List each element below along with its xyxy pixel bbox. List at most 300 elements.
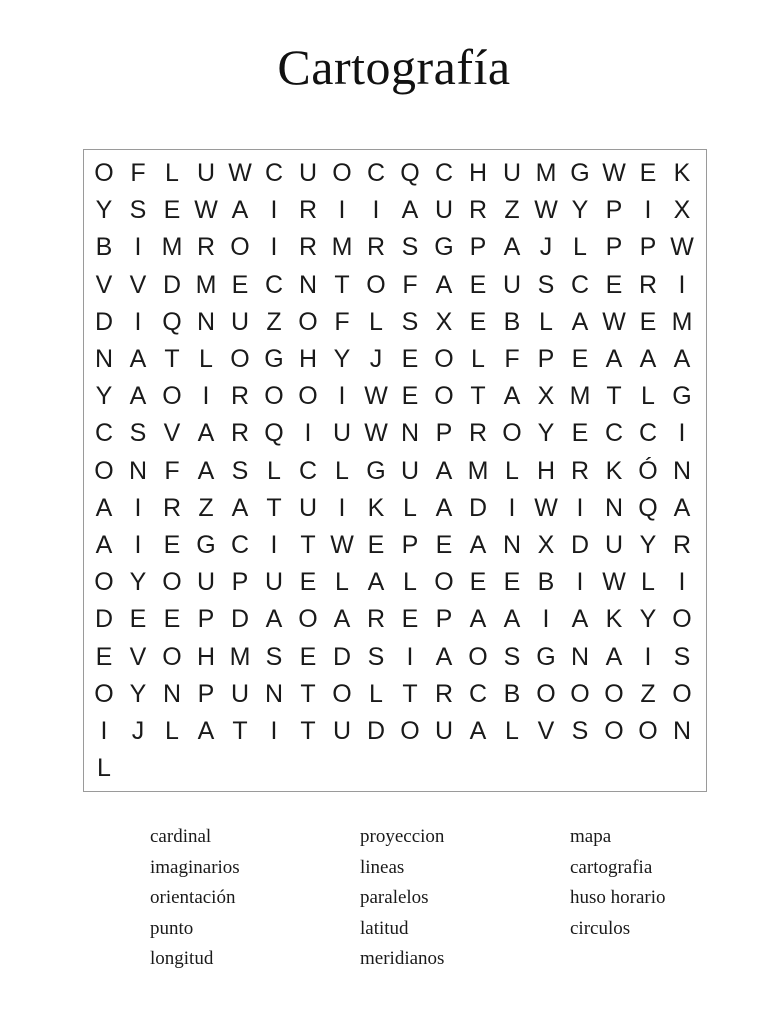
grid-letter: W <box>534 196 558 225</box>
grid-letter: A <box>129 345 147 374</box>
grid-letter: W <box>194 196 218 225</box>
grid-letter: S <box>537 270 555 299</box>
grid-letter: A <box>571 307 589 336</box>
grid-letter: L <box>369 307 383 336</box>
word-column-3 <box>570 822 666 944</box>
grid-letter: Y <box>571 196 589 225</box>
word-list-item: cardinal <box>150 826 212 847</box>
word-list-item: punto <box>150 917 194 939</box>
grid-letter: C <box>434 159 454 188</box>
grid-letter: G <box>536 642 556 671</box>
grid-letter: O <box>94 159 114 188</box>
grid-letter: O <box>230 233 250 262</box>
grid-letter: U <box>434 716 454 745</box>
grid-letter: S <box>401 233 419 262</box>
grid-letter: X <box>673 196 691 225</box>
grid-letter: R <box>298 196 318 225</box>
grid-letter: A <box>197 419 215 448</box>
grid-letter: E <box>401 605 419 634</box>
grid-letter: E <box>605 270 623 299</box>
grid-letter: U <box>196 159 216 188</box>
grid-letter: E <box>163 196 181 225</box>
grid-letter: T <box>300 679 316 708</box>
grid-letter: L <box>335 568 349 597</box>
word-list-item: meridianos <box>360 948 445 969</box>
grid-letter: L <box>641 568 655 597</box>
grid-letter: K <box>605 456 623 485</box>
grid-letter: R <box>162 493 182 522</box>
grid-letter: K <box>673 159 691 188</box>
grid-letter: N <box>604 493 624 522</box>
grid-letter: C <box>94 419 114 448</box>
grid-letter: A <box>571 605 589 634</box>
grid-letter: I <box>270 530 278 559</box>
grid-letter: D <box>468 493 488 522</box>
grid-letter: I <box>508 493 516 522</box>
grid-letter: S <box>401 307 419 336</box>
word-list-item: lineas <box>360 856 405 878</box>
grid-letter: C <box>264 270 284 299</box>
grid-letter: N <box>298 270 318 299</box>
grid-letter: A <box>231 493 249 522</box>
grid-letter: E <box>129 605 147 634</box>
grid-letter: Y <box>333 345 351 374</box>
grid-letter: I <box>678 419 686 448</box>
grid-letter: N <box>570 642 590 671</box>
grid-letter: D <box>162 270 182 299</box>
grid-letter: A <box>469 605 487 634</box>
grid-letter: O <box>434 568 454 597</box>
grid-letter: A <box>231 196 249 225</box>
grid-letter: F <box>164 456 180 485</box>
grid-letter: X <box>435 307 453 336</box>
grid-letter: W <box>602 568 626 597</box>
word-list-item: mapa <box>570 826 612 847</box>
grid-letter: A <box>503 605 521 634</box>
grid-letter: C <box>298 456 318 485</box>
grid-letter: Z <box>266 307 282 336</box>
grid-letter: O <box>400 716 420 745</box>
grid-letter: T <box>164 345 180 374</box>
grid-letter: E <box>367 530 385 559</box>
grid-letter: N <box>264 679 284 708</box>
grid-letter: L <box>505 456 519 485</box>
letter-grid <box>87 155 699 787</box>
grid-letter: I <box>542 605 550 634</box>
grid-letter: F <box>402 270 418 299</box>
grid-letter: M <box>161 233 183 262</box>
grid-letter: A <box>333 605 351 634</box>
grid-letter: R <box>434 679 454 708</box>
grid-letter: E <box>639 159 657 188</box>
grid-letter: I <box>134 233 142 262</box>
grid-letter: Q <box>162 307 182 336</box>
grid-letter: P <box>605 233 623 262</box>
grid-letter: E <box>95 642 113 671</box>
grid-letter: L <box>335 456 349 485</box>
grid-letter: O <box>162 568 182 597</box>
grid-letter: I <box>134 493 142 522</box>
grid-letter: I <box>678 270 686 299</box>
grid-letter: U <box>264 568 284 597</box>
grid-letter: I <box>576 493 584 522</box>
grid-letter: P <box>605 196 623 225</box>
grid-letter: N <box>672 456 692 485</box>
grid-letter: I <box>134 530 142 559</box>
grid-letter: O <box>366 270 386 299</box>
grid-letter: Q <box>264 419 284 448</box>
grid-letter: D <box>94 605 114 634</box>
grid-letter: I <box>202 382 210 411</box>
grid-letter: C <box>468 679 488 708</box>
grid-letter: Z <box>640 679 656 708</box>
grid-letter: T <box>266 493 282 522</box>
grid-letter: O <box>298 307 318 336</box>
grid-letter: O <box>94 679 114 708</box>
grid-letter: I <box>270 716 278 745</box>
grid-letter: E <box>401 345 419 374</box>
grid-letter: T <box>232 716 248 745</box>
grid-letter: L <box>539 307 553 336</box>
word-list-item: circulos <box>570 917 631 939</box>
grid-letter: R <box>638 270 658 299</box>
grid-letter: C <box>604 419 624 448</box>
grid-letter: W <box>228 159 252 188</box>
grid-letter: M <box>535 159 557 188</box>
grid-letter: Y <box>95 196 113 225</box>
grid-letter: L <box>403 493 417 522</box>
grid-letter: V <box>129 270 147 299</box>
grid-letter: U <box>230 307 250 336</box>
grid-letter: L <box>573 233 587 262</box>
grid-letter: I <box>338 382 346 411</box>
grid-letter: D <box>94 307 114 336</box>
grid-letter: O <box>638 716 658 745</box>
grid-letter: L <box>199 345 213 374</box>
grid-letter: H <box>196 642 216 671</box>
grid-letter: R <box>366 233 386 262</box>
grid-letter: N <box>196 307 216 336</box>
grid-letter: I <box>304 419 312 448</box>
word-column-2 <box>360 822 444 975</box>
grid-letter: A <box>95 530 113 559</box>
grid-letter: O <box>230 345 250 374</box>
grid-letter: O <box>298 382 318 411</box>
grid-letter: S <box>571 716 589 745</box>
grid-letter: B <box>503 307 521 336</box>
grid-letter: W <box>330 530 354 559</box>
grid-letter: I <box>134 307 142 336</box>
grid-letter: I <box>406 642 414 671</box>
grid-letter: I <box>338 493 346 522</box>
grid-letter: R <box>468 419 488 448</box>
grid-letter: S <box>129 419 147 448</box>
grid-letter: E <box>571 419 589 448</box>
grid-letter: R <box>366 605 386 634</box>
grid-letter: S <box>503 642 521 671</box>
grid-letter: O <box>672 679 692 708</box>
word-list-item: paralelos <box>360 887 429 908</box>
grid-letter: I <box>100 716 108 745</box>
grid-letter: B <box>537 568 555 597</box>
grid-letter: A <box>401 196 419 225</box>
grid-letter: T <box>402 679 418 708</box>
grid-letter: Z <box>504 196 520 225</box>
grid-letter: M <box>229 642 251 671</box>
grid-letter: U <box>298 159 318 188</box>
word-list-item: cartografia <box>570 856 653 878</box>
grid-letter: S <box>231 456 249 485</box>
grid-letter: O <box>162 382 182 411</box>
grid-letter: V <box>95 270 113 299</box>
grid-letter: L <box>369 679 383 708</box>
grid-letter: A <box>129 382 147 411</box>
grid-letter: H <box>468 159 488 188</box>
grid-letter: R <box>230 419 250 448</box>
grid-letter: E <box>435 530 453 559</box>
grid-letter: I <box>576 568 584 597</box>
grid-letter: A <box>605 345 623 374</box>
grid-letter: A <box>197 456 215 485</box>
grid-letter: D <box>570 530 590 559</box>
grid-letter: I <box>644 196 652 225</box>
grid-letter: N <box>94 345 114 374</box>
grid-letter: A <box>435 642 453 671</box>
grid-letter: Q <box>638 493 658 522</box>
grid-letter: N <box>162 679 182 708</box>
grid-letter: W <box>602 307 626 336</box>
grid-letter: R <box>196 233 216 262</box>
grid-letter: G <box>264 345 284 374</box>
grid-letter: E <box>231 270 249 299</box>
grid-letter: O <box>162 642 182 671</box>
grid-letter: J <box>131 716 145 745</box>
grid-letter: R <box>570 456 590 485</box>
grid-letter: M <box>569 382 591 411</box>
grid-letter: W <box>670 233 694 262</box>
word-list-item: orientación <box>150 887 236 908</box>
grid-letter: A <box>435 270 453 299</box>
grid-letter: A <box>639 345 657 374</box>
grid-letter: N <box>502 530 522 559</box>
grid-letter: A <box>469 716 487 745</box>
grid-letter: C <box>366 159 386 188</box>
grid-letter: P <box>639 233 657 262</box>
grid-letter: I <box>372 196 380 225</box>
grid-letter: C <box>264 159 284 188</box>
grid-letter: K <box>367 493 385 522</box>
grid-letter: V <box>129 642 147 671</box>
grid-letter: S <box>367 642 385 671</box>
grid-letter: Q <box>400 159 420 188</box>
grid-letter: P <box>231 568 249 597</box>
word-list-item: imaginarios <box>150 856 240 878</box>
grid-letter: U <box>332 419 352 448</box>
grid-letter: W <box>364 382 388 411</box>
grid-letter: S <box>129 196 147 225</box>
grid-letter: M <box>671 307 693 336</box>
grid-letter: G <box>570 159 590 188</box>
grid-letter: E <box>469 307 487 336</box>
grid-letter: E <box>299 568 317 597</box>
grid-letter: W <box>602 159 626 188</box>
grid-letter: O <box>536 679 556 708</box>
grid-letter: E <box>163 605 181 634</box>
grid-letter: O <box>332 679 352 708</box>
grid-letter: M <box>195 270 217 299</box>
grid-letter: P <box>197 605 215 634</box>
grid-letter: P <box>401 530 419 559</box>
grid-letter: U <box>230 679 250 708</box>
grid-letter: I <box>678 568 686 597</box>
grid-letter: P <box>435 419 453 448</box>
grid-letter: A <box>503 382 521 411</box>
grid-letter: S <box>265 642 283 671</box>
grid-letter: U <box>502 270 522 299</box>
grid-letter: W <box>364 419 388 448</box>
grid-letter: P <box>435 605 453 634</box>
grid-letter: L <box>165 716 179 745</box>
grid-letter: A <box>197 716 215 745</box>
page-title: Cartografía <box>277 39 511 95</box>
grid-letter: D <box>230 605 250 634</box>
grid-letter: I <box>270 196 278 225</box>
grid-letter: O <box>332 159 352 188</box>
grid-letter: O <box>570 679 590 708</box>
grid-letter: E <box>503 568 521 597</box>
grid-letter: L <box>165 159 179 188</box>
grid-letter: A <box>435 493 453 522</box>
grid-letter: N <box>672 716 692 745</box>
grid-letter: R <box>298 233 318 262</box>
grid-letter: O <box>434 382 454 411</box>
grid-letter: G <box>672 382 692 411</box>
grid-letter: Y <box>639 530 657 559</box>
grid-letter: V <box>163 419 181 448</box>
grid-letter: U <box>298 493 318 522</box>
grid-letter: L <box>403 568 417 597</box>
grid-letter: O <box>672 605 692 634</box>
grid-letter: M <box>467 456 489 485</box>
grid-letter: S <box>673 642 691 671</box>
grid-letter: Y <box>95 382 113 411</box>
grid-letter: A <box>265 605 283 634</box>
word-column-1 <box>150 822 240 975</box>
grid-letter: U <box>332 716 352 745</box>
grid-letter: A <box>673 345 691 374</box>
grid-letter: D <box>366 716 386 745</box>
grid-letter: Ó <box>638 456 658 485</box>
grid-letter: O <box>94 568 114 597</box>
grid-letter: A <box>673 493 691 522</box>
grid-letter: I <box>338 196 346 225</box>
grid-letter: P <box>197 679 215 708</box>
grid-letter: H <box>536 456 556 485</box>
grid-letter: Y <box>537 419 555 448</box>
grid-letter: J <box>539 233 553 262</box>
word-list-item: latitud <box>360 917 409 939</box>
grid-letter: T <box>470 382 486 411</box>
grid-letter: O <box>434 345 454 374</box>
grid-letter: R <box>230 382 250 411</box>
grid-letter: U <box>196 568 216 597</box>
grid-letter: R <box>468 196 488 225</box>
grid-letter: O <box>94 456 114 485</box>
grid-letter: L <box>471 345 485 374</box>
grid-letter: W <box>534 493 558 522</box>
grid-letter: K <box>605 605 623 634</box>
grid-letter: E <box>299 642 317 671</box>
grid-letter: B <box>95 233 113 262</box>
grid-letter: E <box>163 530 181 559</box>
grid-letter: E <box>571 345 589 374</box>
grid-letter: Z <box>198 493 214 522</box>
grid-letter: T <box>300 530 316 559</box>
grid-letter: T <box>334 270 350 299</box>
grid-letter: F <box>130 159 146 188</box>
grid-letter: A <box>605 642 623 671</box>
grid-letter: G <box>366 456 386 485</box>
grid-letter: J <box>369 345 383 374</box>
grid-letter: M <box>331 233 353 262</box>
grid-letter: G <box>434 233 454 262</box>
grid-letter: D <box>332 642 352 671</box>
grid-letter: C <box>570 270 590 299</box>
grid-letter: I <box>644 642 652 671</box>
grid-letter: Y <box>129 679 147 708</box>
word-list-item: huso horario <box>570 887 666 908</box>
grid-letter: Y <box>129 568 147 597</box>
grid-letter: O <box>502 419 522 448</box>
grid-letter: G <box>196 530 216 559</box>
grid-letter: E <box>401 382 419 411</box>
grid-letter: U <box>502 159 522 188</box>
grid-letter: T <box>300 716 316 745</box>
grid-letter: P <box>537 345 555 374</box>
grid-letter: X <box>537 382 555 411</box>
grid-letter: F <box>334 307 350 336</box>
grid-letter: O <box>468 642 488 671</box>
grid-letter: T <box>606 382 622 411</box>
grid-letter: U <box>434 196 454 225</box>
grid-letter: L <box>641 382 655 411</box>
grid-letter: F <box>504 345 520 374</box>
grid-letter: A <box>367 568 385 597</box>
grid-letter: C <box>638 419 658 448</box>
grid-letter: C <box>230 530 250 559</box>
grid-letter: H <box>298 345 318 374</box>
grid-letter: V <box>537 716 555 745</box>
grid-letter: O <box>298 605 318 634</box>
grid-letter: R <box>672 530 692 559</box>
grid-letter: A <box>435 456 453 485</box>
grid-letter: E <box>469 270 487 299</box>
grid-letter: E <box>639 307 657 336</box>
grid-letter: I <box>270 233 278 262</box>
grid-letter: N <box>128 456 148 485</box>
grid-letter: O <box>264 382 284 411</box>
grid-letter: E <box>469 568 487 597</box>
grid-letter: O <box>604 679 624 708</box>
grid-letter: A <box>95 493 113 522</box>
grid-letter: U <box>400 456 420 485</box>
grid-letter: L <box>267 456 281 485</box>
grid-letter: Y <box>639 605 657 634</box>
grid-letter: L <box>97 754 111 783</box>
word-list-item: longitud <box>150 948 214 969</box>
word-list-item: proyeccion <box>360 826 445 847</box>
grid-letter: N <box>400 419 420 448</box>
